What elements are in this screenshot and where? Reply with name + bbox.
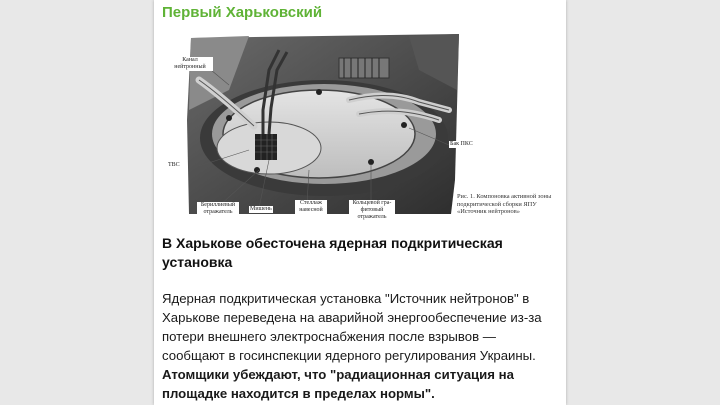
article-body-text: Ядерная подкритическая установка "Источник нейтронов" в Харькове переведена на аварийной энергообеспечение из-за потери внешнего электроснабжения после взрывов — сообщают в госинспекции ядерного регулирования Украины. — [162, 291, 542, 363]
label-neutron-channel: Канал нейтронный — [167, 57, 213, 71]
article-body — [162, 289, 562, 403]
label-beryllium-reflector: Бериллиевый отражатель — [197, 202, 239, 216]
label-target: Мишень — [250, 206, 272, 212]
label-tank: Бак ПКС — [450, 141, 473, 147]
figure-caption: Рис. 1. Компоновка активной зоны подкритической сборки ЯПУ «Источник нейтронов» — [457, 193, 552, 215]
channel-name[interactable]: Первый Харьковский — [162, 4, 323, 21]
label-tvs: ТВС — [168, 162, 180, 168]
article-body-bold: Атомщики убеждают, что "радиационная ситуация на площадке находится в пределах нормы". — [162, 367, 514, 401]
news-post-card — [154, 0, 566, 405]
article-headline: В Харькове обесточена ядерная подкритическая установка — [162, 235, 503, 270]
reactor-diagram-image — [159, 30, 559, 222]
label-graphite-reflector: Кольцевой гра-фитовый отражатель — [349, 200, 395, 221]
label-rack: Стеллаж навесной — [295, 200, 327, 214]
